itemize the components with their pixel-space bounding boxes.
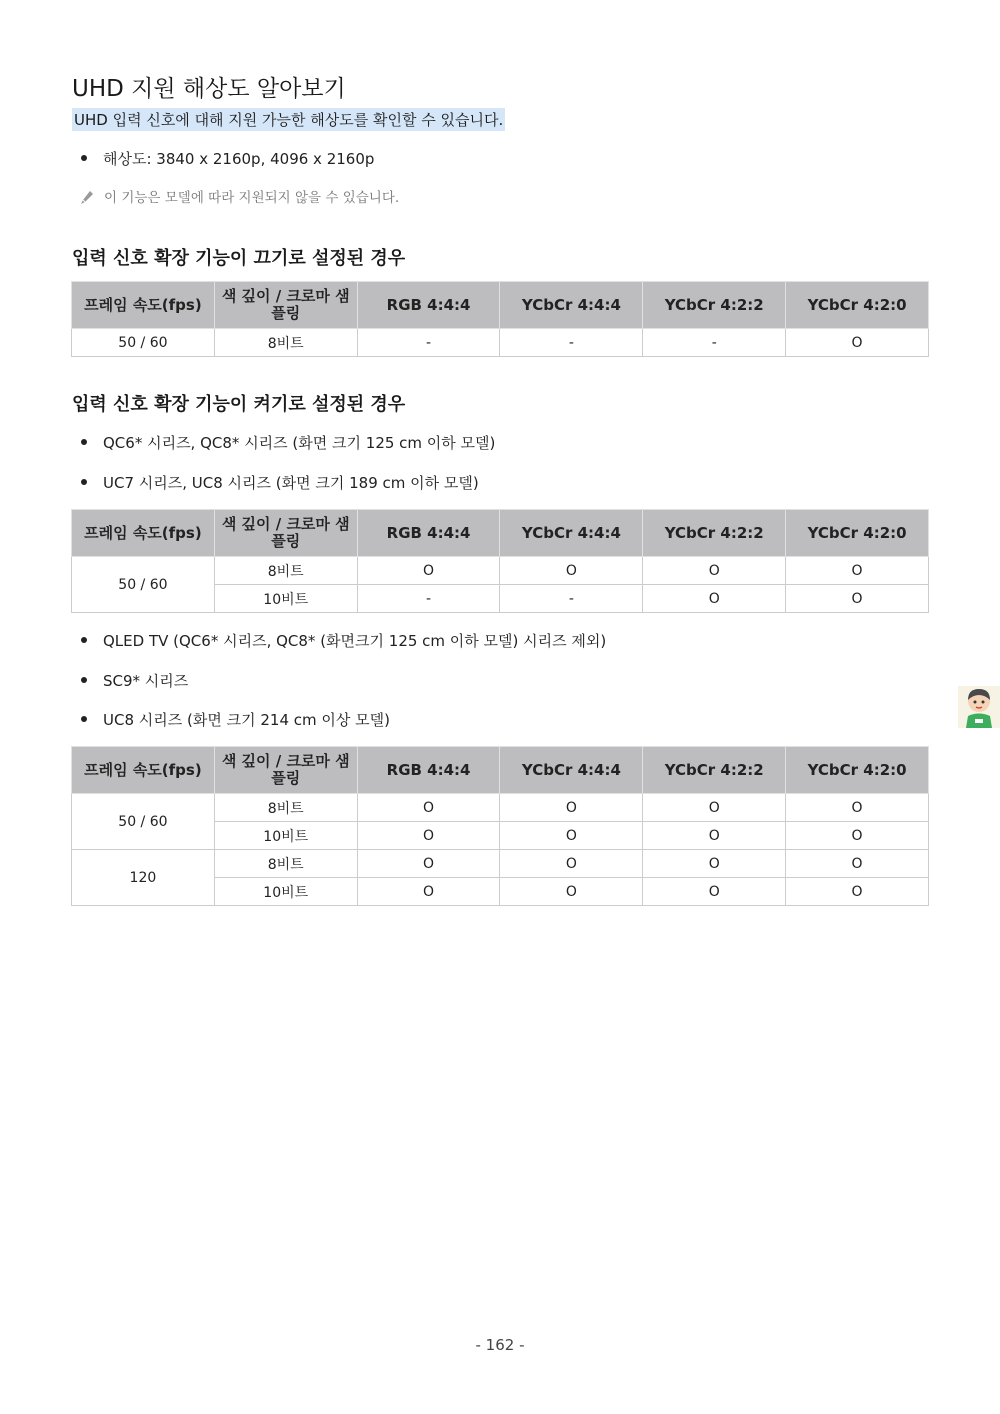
depth-cell: 10비트 [214,878,357,906]
value-cell: O [357,850,500,878]
avatar-icon[interactable] [958,686,1000,728]
value-cell: O [357,822,500,850]
depth-cell: 10비트 [214,585,357,613]
header-ycbcr420: YCbCr 4:2:0 [786,747,929,794]
value-cell: O [500,557,643,585]
header-ycbcr444: YCbCr 4:4:4 [500,747,643,794]
depth-cell: 8비트 [214,794,357,822]
header-fps: 프레임 속도(fps) [72,282,215,329]
table-row [72,850,929,878]
fps-cell: 50 / 60 [72,329,215,357]
header-depth: 색 깊이 / 크로마 샘플링 [214,747,357,794]
value-cell: O [786,822,929,850]
value-cell: O [786,878,929,906]
fps-cell: 50 / 60 [72,794,215,850]
model-text: UC7 시리즈, UC8 시리즈 (화면 크기 189 cm 이하 모델) [103,474,479,492]
header-ycbcr422: YCbCr 4:2:2 [643,747,786,794]
model-text: QLED TV (QC6* 시리즈, QC8* (화면크기 125 cm 이하 모델) 시리즈 제외) [103,632,607,650]
value-cell: O [643,557,786,585]
model-bullet [81,432,495,453]
header-fps: 프레임 속도(fps) [72,510,215,557]
header-depth: 색 깊이 / 크로마 샘플링 [214,282,357,329]
value-cell: O [786,585,929,613]
value-cell: O [786,850,929,878]
bullet-dot [81,439,87,445]
pencil-icon [80,190,104,206]
header-ycbcr420: YCbCr 4:2:0 [786,510,929,557]
model-text: QC6* 시리즈, QC8* 시리즈 (화면 크기 125 cm 이하 모델) [103,434,496,452]
resolution-bullet [81,148,374,169]
value-cell: - [500,585,643,613]
section-off-title: 입력 신호 확장 기능이 끄기로 설정된 경우 [72,248,406,269]
table-row [72,794,929,822]
bullet-dot [81,479,87,485]
value-cell: O [500,794,643,822]
value-cell: O [643,822,786,850]
header-ycbcr422: YCbCr 4:2:2 [643,282,786,329]
header-fps: 프레임 속도(fps) [72,747,215,794]
depth-cell: 8비트 [214,850,357,878]
depth-cell: 10비트 [214,822,357,850]
page-title: UHD 지원 해상도 알아보기 [72,76,346,102]
value-cell: O [500,878,643,906]
bullet-dot [81,677,87,683]
table-row [72,329,929,357]
value-cell: O [500,822,643,850]
page-number: - 162 - [475,1336,525,1354]
header-rgb444: RGB 4:4:4 [357,510,500,557]
model-bullet [81,709,390,730]
value-cell: - [357,585,500,613]
depth-cell: 8비트 [214,329,357,357]
resolution-text: 해상도: 3840 x 2160p, 4096 x 2160p [103,150,375,168]
value-cell: O [786,557,929,585]
header-rgb444: RGB 4:4:4 [357,282,500,329]
value-cell: O [643,850,786,878]
value-cell: O [643,585,786,613]
header-ycbcr444: YCbCr 4:4:4 [500,510,643,557]
bullet-dot [81,716,87,722]
fps-cell: 50 / 60 [72,557,215,613]
value-cell: O [786,794,929,822]
value-cell: O [357,557,500,585]
value-cell: O [357,878,500,906]
note-text: 이 기능은 모델에 따라 지원되지 않을 수 있습니다. [104,190,400,206]
table-off [71,281,929,357]
model-bullet [81,472,479,493]
header-depth: 색 깊이 / 크로마 샘플링 [214,510,357,557]
value-cell: O [643,878,786,906]
value-cell: - [357,329,500,357]
header-ycbcr420: YCbCr 4:2:0 [786,282,929,329]
model-text: SC9* 시리즈 [103,672,189,690]
value-cell: - [643,329,786,357]
intro-text: UHD 입력 신호에 대해 지원 가능한 해상도를 확인할 수 있습니다. [72,108,505,131]
value-cell: - [500,329,643,357]
model-bullet [81,670,188,691]
section-on-title: 입력 신호 확장 기능이 켜기로 설정된 경우 [72,394,406,415]
header-rgb444: RGB 4:4:4 [357,747,500,794]
model-bullet [81,630,606,651]
header-ycbcr444: YCbCr 4:4:4 [500,282,643,329]
bullet-dot [81,155,87,161]
value-cell: O [643,794,786,822]
bullet-dot [81,637,87,643]
table-on-b [71,746,929,906]
table-row [72,557,929,585]
depth-cell: 8비트 [214,557,357,585]
value-cell: O [357,794,500,822]
header-ycbcr422: YCbCr 4:2:2 [643,510,786,557]
fps-cell: 120 [72,850,215,906]
model-text: UC8 시리즈 (화면 크기 214 cm 이상 모델) [103,711,390,729]
value-cell: O [786,329,929,357]
table-on-a [71,509,929,613]
note [80,186,399,206]
value-cell: O [500,850,643,878]
